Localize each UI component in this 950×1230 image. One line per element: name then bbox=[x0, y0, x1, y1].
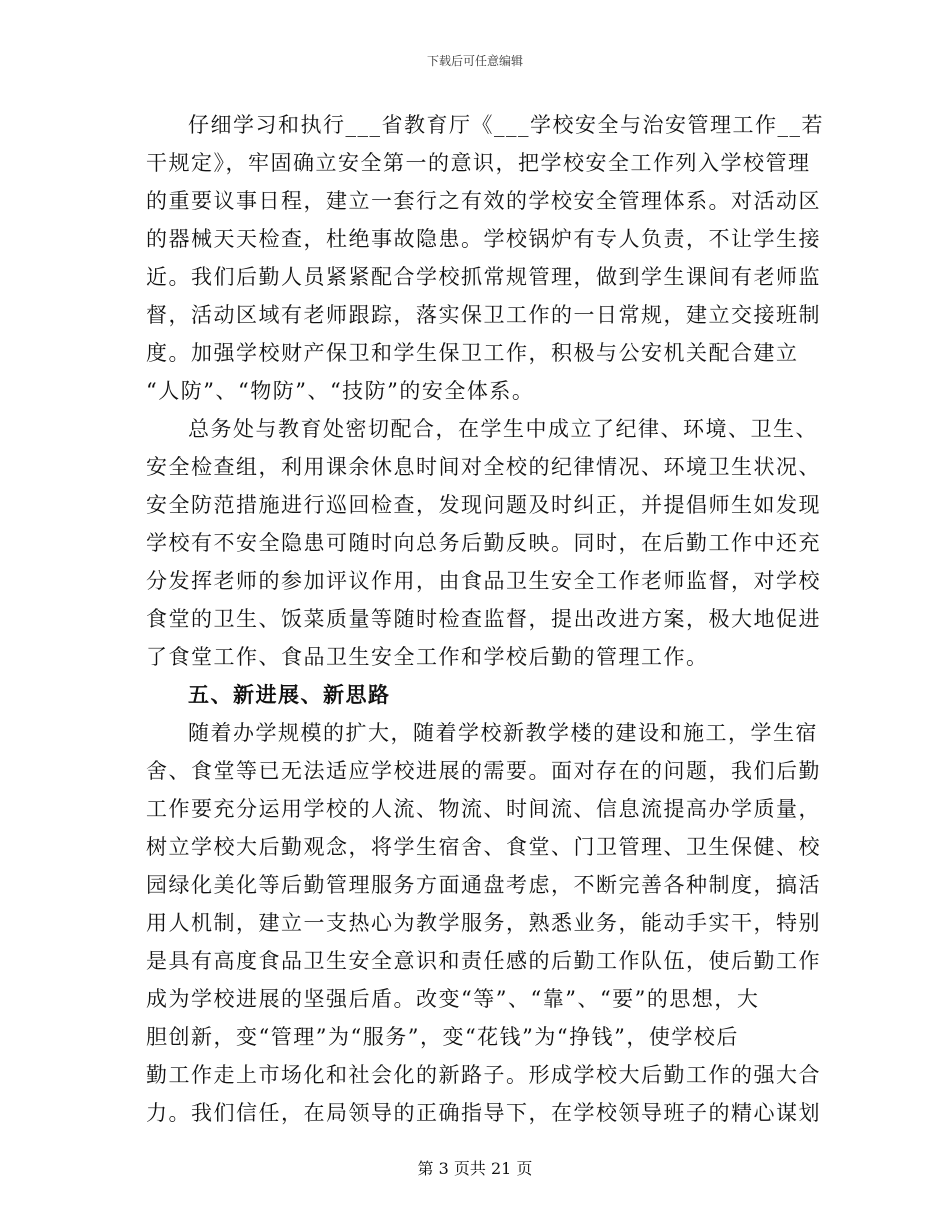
section-paragraph-line-2: 舍、食堂等已无法适应学校进展的需要。面对存在的问题，我们后勤 bbox=[146, 759, 821, 783]
paragraph-2-line-3: 安全防范措施进行巡回检查，发现问题及时纠正，并提倡师生如发现 bbox=[146, 493, 821, 517]
paragraph-1-line-1: 仔细学习和执行___省教育厅《___学校安全与治安管理工作__若 bbox=[188, 113, 824, 137]
paragraph-1-line-7: 度。加强学校财产保卫和学生保卫工作，积极与公安机关配合建立 bbox=[146, 341, 799, 365]
section-paragraph-line-1: 随着办学规模的扩大，随着学校新教学楼的建设和施工，学生宿 bbox=[188, 721, 818, 745]
paragraph-2-line-2: 安全检查组，利用课余休息时间对全校的纪律情况、环境卫生状况、 bbox=[146, 455, 821, 479]
section-paragraph-line-9: 胆创新，变“管理”为“服务”，变“花钱”为“挣钱”，使学校后 bbox=[146, 1025, 739, 1049]
paragraph-2-line-7: 了食堂工作、食品卫生安全工作和学校后勤的管理工作。 bbox=[146, 645, 709, 669]
paragraph-1-line-6: 督，活动区域有老师跟踪，落实保卫工作的一日常规，建立交接班制 bbox=[146, 303, 821, 327]
paragraph-1-line-5: 近。我们后勤人员紧紧配合学校抓常规管理，做到学生课间有老师监 bbox=[146, 265, 821, 289]
section-heading: 五、新进展、新思路 bbox=[188, 682, 391, 707]
page-number: 第 3 页共 21 页 bbox=[417, 1159, 533, 1178]
section-paragraph-line-7: 是具有高度食品卫生安全意识和责任感的后勤工作队伍，使后勤工作 bbox=[146, 949, 821, 973]
section-paragraph-line-4: 树立学校大后勤观念，将学生宿舍、食堂、门卫管理、卫生保健、校 bbox=[146, 835, 821, 859]
section-paragraph-line-6: 用人机制，建立一支热心为教学服务，熟悉业务，能动手实干，特别 bbox=[146, 911, 821, 935]
section-paragraph-line-10: 勤工作走上市场化和社会化的新路子。形成学校大后勤工作的强大合 bbox=[146, 1063, 821, 1087]
paragraph-2-line-6: 食堂的卫生、饭菜质量等随时检查监督，提出改进方案，极大地促进 bbox=[146, 607, 821, 631]
paragraph-1-line-4: 的器械天天检查，杜绝事故隐患。学校锅炉有专人负责，不让学生接 bbox=[146, 227, 821, 251]
section-paragraph-line-8: 成为学校进展的坚强后盾。改变“等”、“靠”、“要”的思想，大 bbox=[146, 987, 760, 1011]
section-paragraph-line-5: 园绿化美化等后勤管理服务方面通盘考虑，不断完善各种制度，搞活 bbox=[146, 873, 821, 897]
paragraph-1-line-2: 干规定》，牢固确立安全第一的意识，把学校安全工作列入学校管理 bbox=[146, 151, 811, 175]
section-paragraph-line-11: 力。我们信任，在局领导的正确指导下，在学校领导班子的精心谋划 bbox=[146, 1101, 821, 1125]
paragraph-2-line-4: 学校有不安全隐患可随时向总务后勤反映。同时，在后勤工作中还充 bbox=[146, 531, 821, 555]
page-header: 下载后可任意编辑 bbox=[426, 54, 523, 68]
section-paragraph-line-3: 工作要充分运用学校的人流、物流、时间流、信息流提高办学质量， bbox=[146, 797, 821, 821]
paragraph-1-line-8: “人防”、“物防”、“技防”的安全体系。 bbox=[146, 379, 535, 403]
paragraph-2-line-5: 分发挥老师的参加评议作用，由食品卫生安全工作老师监督，对学校 bbox=[146, 569, 821, 593]
paragraph-1-line-3: 的重要议事日程，建立一套行之有效的学校安全管理体系。对活动区 bbox=[146, 189, 821, 213]
paragraph-2-line-1: 总务处与教育处密切配合，在学生中成立了纪律、环境、卫生、 bbox=[188, 417, 818, 441]
